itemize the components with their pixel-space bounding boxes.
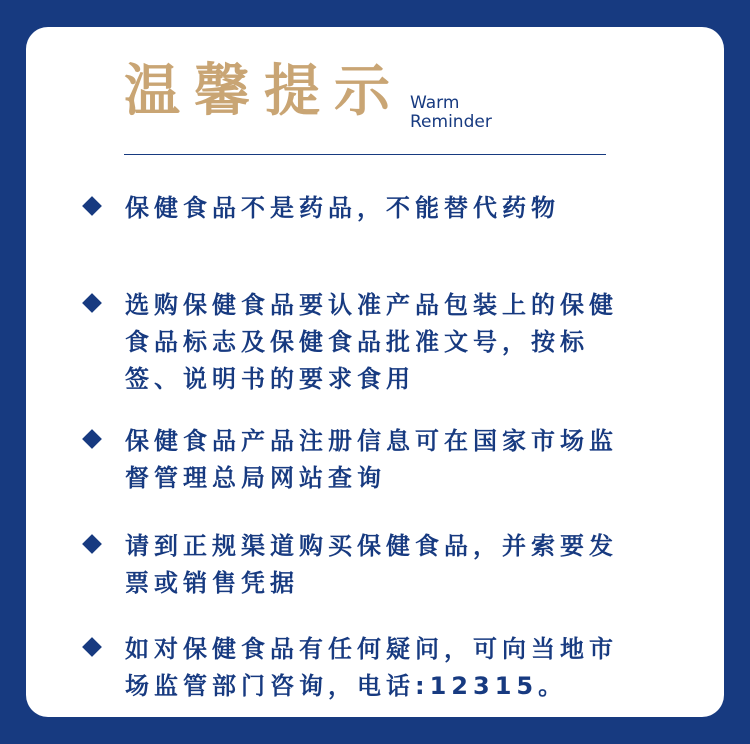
reminder-text: 选购保健食品要认准产品包装上的保健食品标志及保健食品批准文号，按标签、说明书的要求食用	[125, 291, 618, 393]
diamond-bullet-icon	[82, 534, 102, 554]
reminder-text: 保健食品产品注册信息可在国家市场监督管理总局网站查询	[125, 427, 618, 492]
title-divider	[124, 154, 606, 155]
title-cn: 温馨提示	[124, 58, 404, 124]
reminder-text: 如对保健食品有任何疑问，可向当地市场监管部门咨询，电话:12315。	[125, 635, 618, 700]
title-en-line2: Reminder	[410, 112, 492, 132]
reminder-card	[26, 27, 724, 717]
title-en-line1: Warm	[410, 93, 460, 113]
diamond-bullet-icon	[82, 293, 102, 313]
diamond-bullet-icon	[82, 429, 102, 449]
reminder-text: 保健食品不是药品，不能替代药物	[125, 194, 560, 222]
title-en	[410, 94, 492, 132]
reminder-text: 请到正规渠道购买保健食品，并索要发票或销售凭据	[125, 532, 618, 597]
diamond-bullet-icon	[82, 637, 102, 657]
diamond-bullet-icon	[82, 196, 102, 216]
